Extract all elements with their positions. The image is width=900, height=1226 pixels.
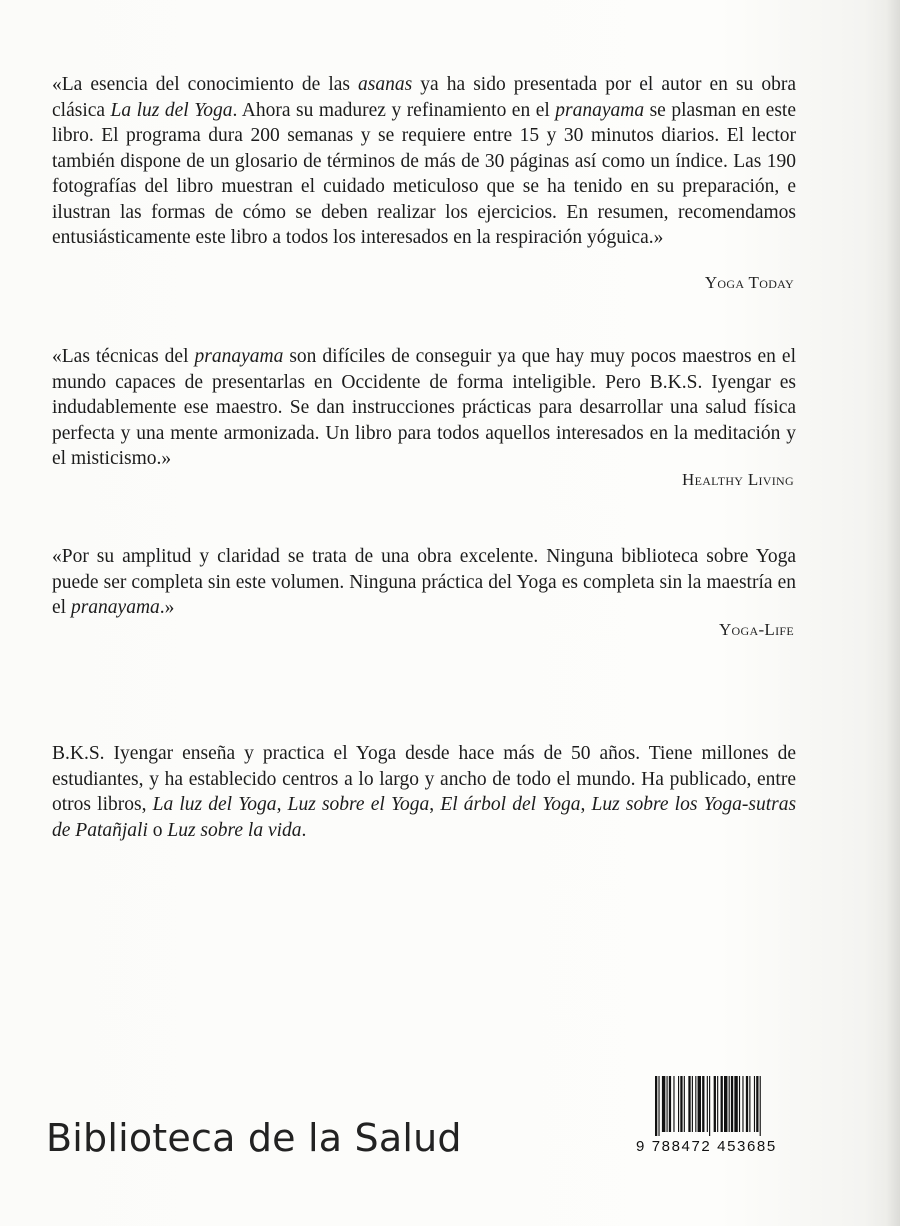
body-text: . (301, 819, 307, 841)
barcode-bar (760, 1076, 761, 1136)
italic-title-text: pranayama (194, 346, 284, 367)
barcode-bar (746, 1076, 748, 1132)
collection-name: Biblioteca de la Salud (46, 1116, 462, 1160)
barcode-bar (692, 1076, 693, 1132)
barcode-bar (680, 1076, 682, 1132)
author-bio-text (52, 741, 796, 843)
review-quote-2-text (52, 344, 796, 472)
barcode-bar (707, 1076, 708, 1132)
barcode-bar (721, 1076, 723, 1132)
body-text: se plasman en este libro. El programa dura 200 semanas y se requiere entre 15 y 30 minutos diarios. El lector también dispone de un glosario de términos de más de 30 páginas así como un índice. Las 190 fotografías del libro muestran el cuidado meticuloso que se ha tenido en su preparación, e ilustran las formas de cómo se deben realizar los ejercicios. En resumen, recomendamos entusiásticamente este libro a todos los interesados en la respiración yóguica.» (52, 99, 796, 248)
barcode-bar (702, 1076, 704, 1132)
barcode-bar (749, 1076, 750, 1132)
body-text: . Ahora su madurez y refinamiento en el (232, 99, 556, 121)
barcode-bar (667, 1076, 668, 1132)
review-attribution-1: Yoga Today (704, 273, 794, 292)
italic-title-text: Luz sobre los Yoga-sutras de Patañjali (52, 794, 797, 841)
review-quote-3-text (52, 544, 796, 621)
barcode-bar (709, 1076, 710, 1136)
barcode-bar (684, 1076, 685, 1132)
barcode-bar (739, 1076, 740, 1132)
review-attribution-2: Healthy Living (682, 470, 794, 489)
italic-title-text: Luz sobre el Yoga (287, 794, 430, 815)
body-text: «Por su amplitud y claridad se trata de una obra excelente. Ninguna biblioteca sobre Yoga puede ser completa sin este volumen. Ninguna práctica del Yoga es completa sin la maestría en el (52, 546, 796, 618)
body-text: «La esencia del conocimiento de las (52, 74, 359, 95)
body-text: , (276, 794, 288, 815)
body-text: .» (159, 597, 175, 618)
barcode-bar (698, 1076, 701, 1132)
review-quote-3 (52, 544, 796, 621)
barcode-bar (688, 1076, 690, 1132)
italic-title-text: El árbol del Yoga (440, 794, 581, 815)
italic-title-text: La luz del Yoga (110, 99, 233, 121)
barcode-bar (729, 1076, 730, 1132)
italic-title-text: La luz del Yoga (152, 794, 277, 815)
barcode-bar (714, 1076, 716, 1132)
barcode-bar (678, 1076, 679, 1132)
barcode-bar (658, 1076, 659, 1136)
page-edge-shadow (886, 0, 900, 1226)
italic-title-text: pranayama (555, 99, 645, 121)
barcode-bar (662, 1076, 665, 1132)
body-text: o (147, 819, 168, 841)
barcode-bar (717, 1076, 718, 1132)
body-text: B.K.S. Iyengar enseña y practica el Yoga desde hace más de 50 años. Tiene millones de estudiantes, y ha establecido centros a lo largo y ancho de todo el mundo. Ha publicado, entre otros libros, (52, 743, 796, 815)
author-bio (52, 741, 796, 843)
barcode-bar (724, 1076, 727, 1132)
review-quote-1-text (52, 72, 796, 251)
barcode-bars (654, 1076, 798, 1136)
barcode-bar (731, 1076, 733, 1132)
barcode-bar (673, 1076, 674, 1132)
body-text: son difíciles de conseguir ya que hay muy pocos maestros en el mundo capaces de presentarlas en Occidente de forma inteligible. Pero B.K.S. Iyengar es indudablemente ese maestro. Se dan instrucciones prácticas para desarrollar una salud física perfecta y una mente armonizada. Un libro para todos aquellos interesados en la meditación y el misticismo.» (52, 346, 796, 469)
body-text: «Las técnicas del (52, 346, 195, 367)
isbn-barcode (636, 1076, 798, 1168)
italic-title-text: asanas (358, 74, 413, 95)
isbn-number: 9 788472 453685 (636, 1138, 777, 1155)
review-quote-2 (52, 344, 796, 472)
body-text: , (429, 794, 441, 815)
barcode-bar (734, 1076, 737, 1132)
italic-title-text: Luz sobre la vida (167, 819, 302, 841)
review-attribution-3: Yoga-Life (718, 620, 794, 639)
barcode-bar (655, 1076, 657, 1136)
italic-title-text: pranayama (70, 597, 160, 618)
barcode-bar (695, 1076, 696, 1132)
barcode-bar (756, 1076, 758, 1132)
body-text: ya ha sido presentada por el autor en su obra clásica (52, 74, 796, 121)
barcode-bar (742, 1076, 743, 1132)
barcode-bar (669, 1076, 671, 1132)
body-text: , (580, 794, 592, 815)
review-quote-1 (52, 72, 796, 251)
barcode-bar (754, 1076, 755, 1132)
